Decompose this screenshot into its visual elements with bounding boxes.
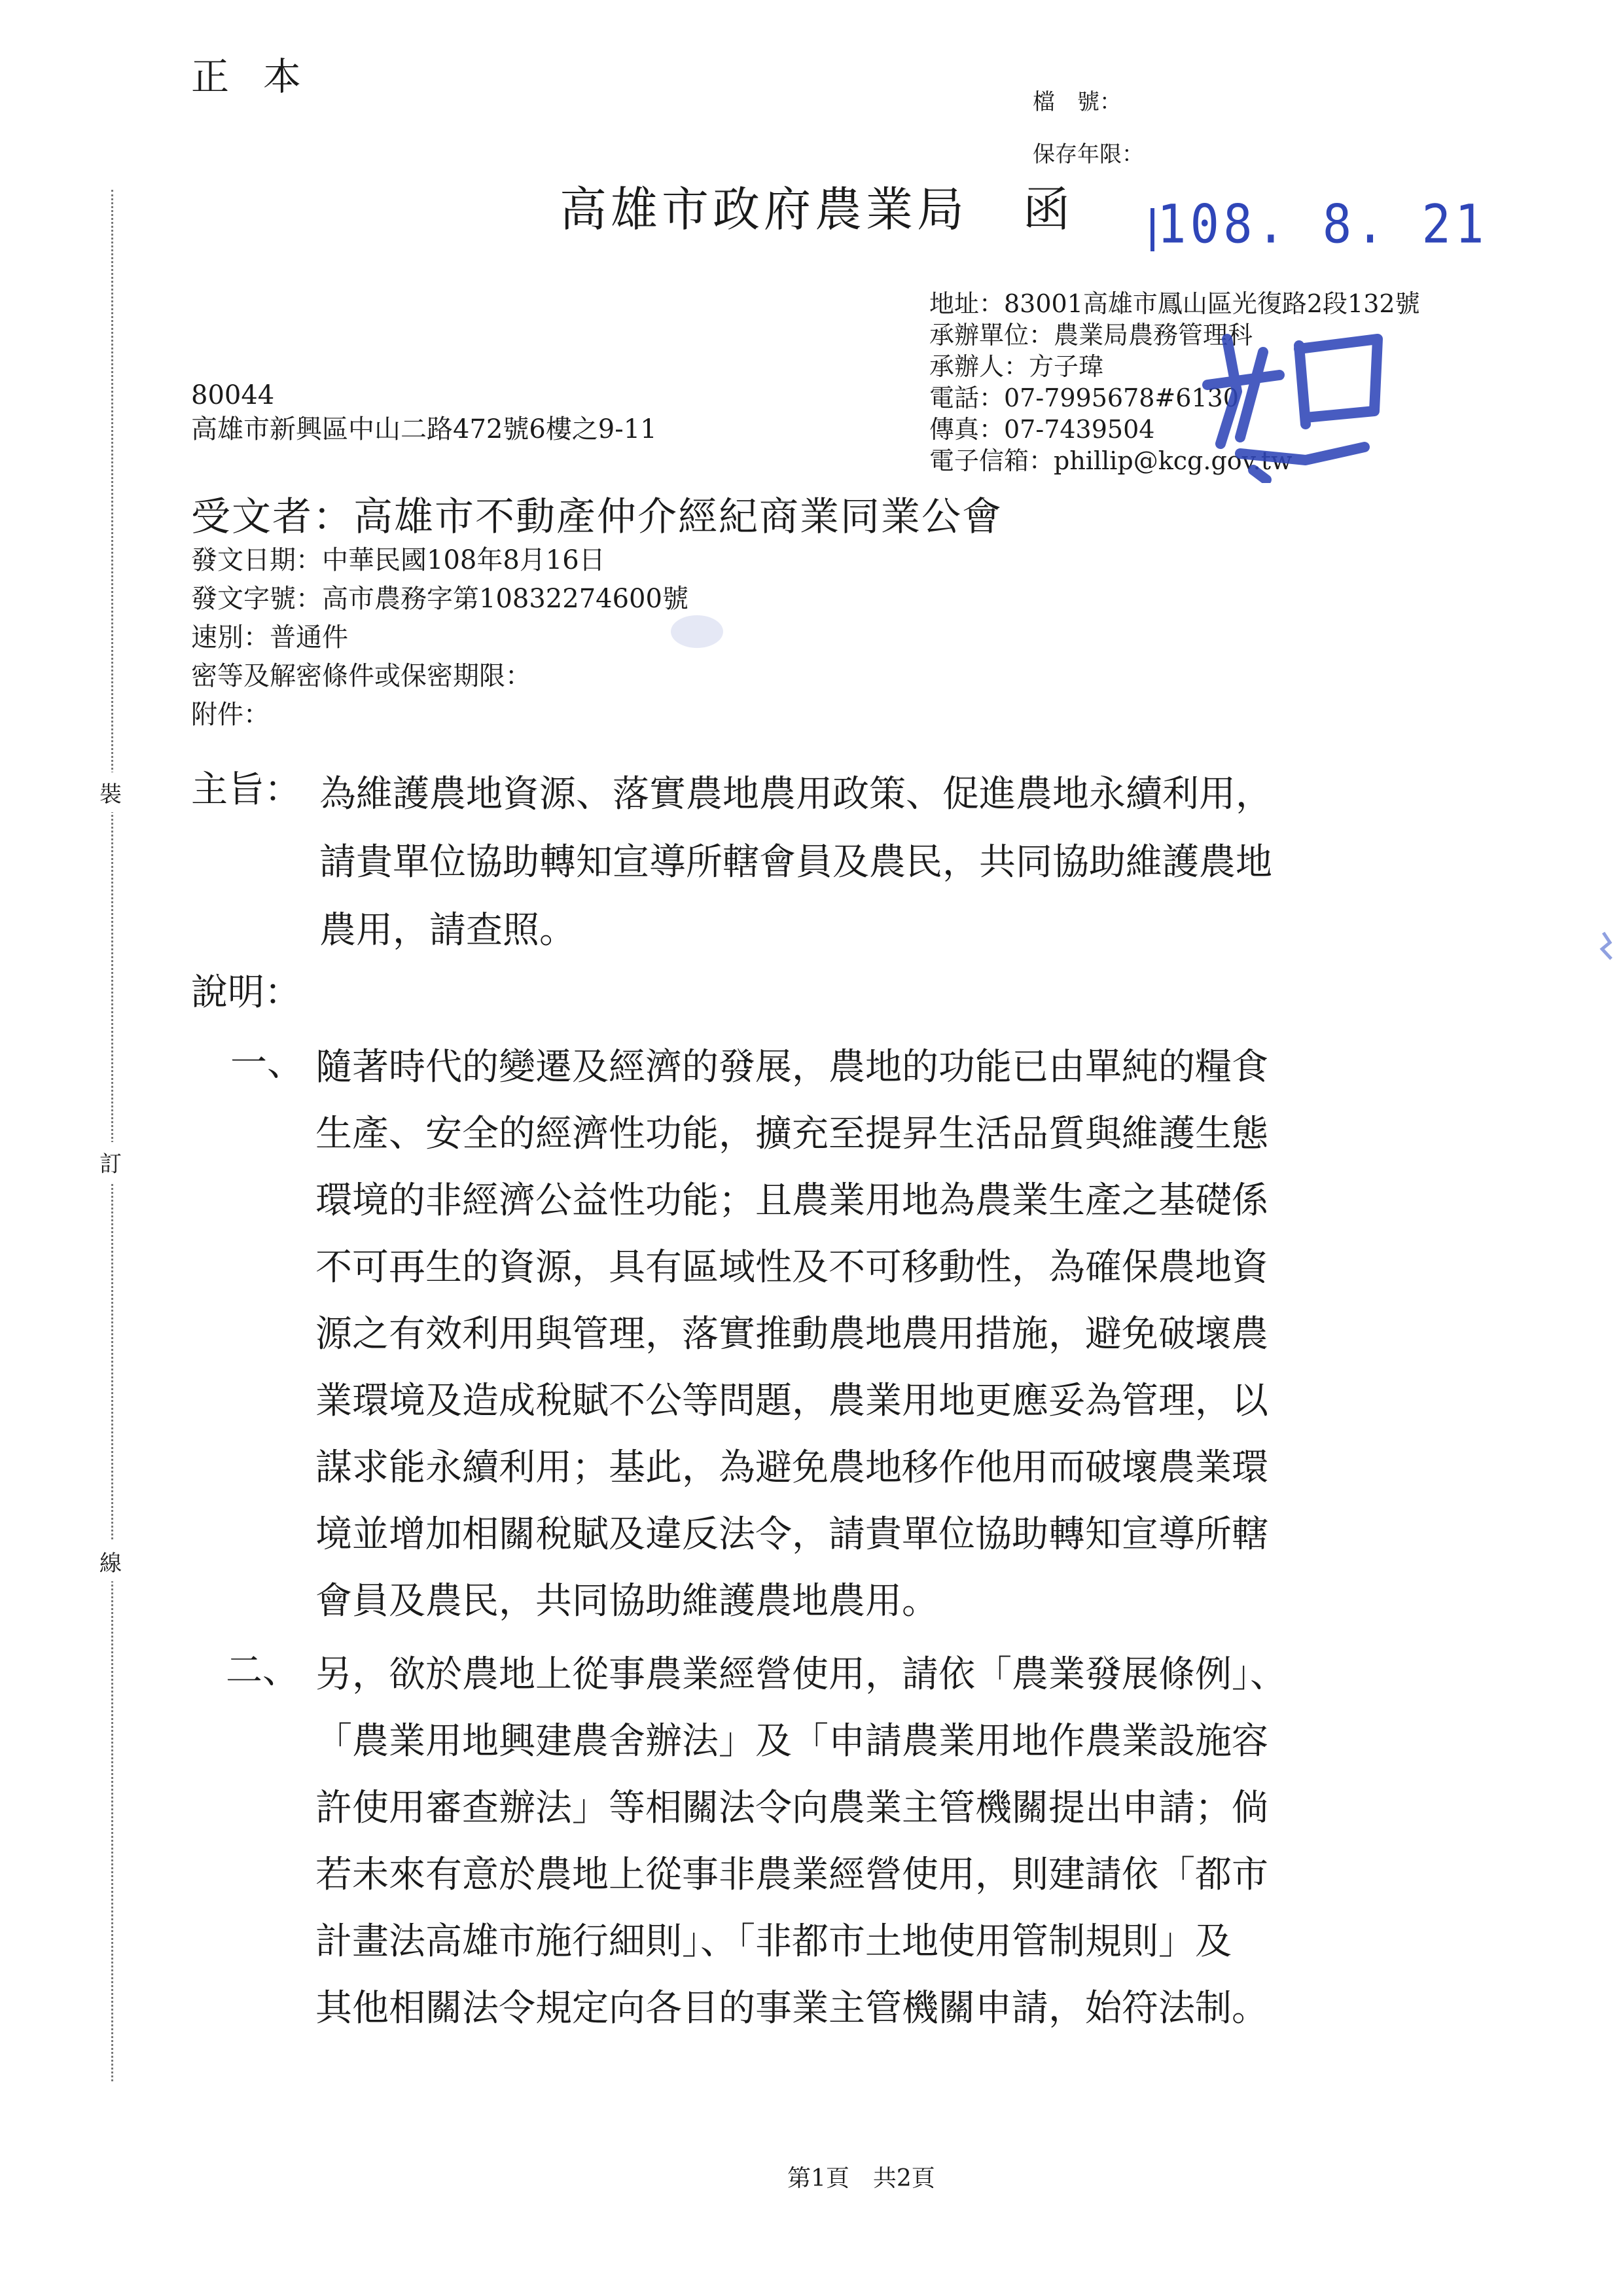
scan-edge-mark	[1597, 929, 1616, 962]
paragraph-line: 業環境及造成稅賦不公等問題，農業用地更應妥為管理，以	[315, 1380, 1268, 1422]
item-number: 一、	[230, 1042, 304, 1085]
received-date-stamp: 108. 8. 21	[1157, 193, 1488, 256]
subject-line: 請貴單位協助轉知宣導所轄會員及農民，共同協助維護農地	[319, 841, 1272, 884]
date-stamp-bar	[1150, 208, 1154, 251]
handling-unit: 承辦單位：農業局農務管理科	[929, 321, 1253, 350]
document-type: 函	[1023, 182, 1071, 237]
paragraph-line: 生產、安全的經濟性功能，擴充至提昇生活品質與維護生態	[315, 1113, 1268, 1155]
document-number: 發文字號：高市農務字第10832274600號	[191, 584, 688, 614]
handling-officer: 承辦人：方子瑋	[929, 352, 1104, 381]
paragraph-line: 會員及農民，共同協助維護農地農用。	[315, 1580, 938, 1623]
paragraph-line: 許使用審查辦法」等相關法令向農業主管機關提出申請；倘	[315, 1787, 1268, 1829]
attachment: 附件：	[191, 700, 270, 730]
subject-line: 為維護農地資源、落實農地農用政策、促進農地永續利用，	[319, 773, 1272, 816]
explanation-item-1	[315, 1034, 1268, 1635]
speed-class: 速別：普通件	[191, 622, 348, 653]
recipient-postal-code: 80044	[191, 380, 275, 410]
issue-date: 發文日期：中華民國108年8月16日	[191, 545, 605, 575]
paragraph-line: 境並增加相關稅賦及違反法令，請貴單位協助轉知宣導所轄	[315, 1513, 1268, 1556]
subject-label: 主旨：	[191, 768, 301, 811]
paragraph-line: 另，欲於農地上從事農業經營使用，請依「農業發展條例」、	[315, 1653, 1287, 1696]
recipient-address: 高雄市新興區中山二路472號6樓之9-11	[191, 414, 657, 444]
retention-period-label: 保存年限：	[1033, 141, 1144, 168]
recipient-address-block	[191, 378, 657, 446]
binding-mark-zhuang: 裝	[99, 772, 122, 812]
subject-line: 農用，請查照。	[319, 909, 576, 952]
paragraph-line: 源之有效利用與管理，落實推動農地農用措施，避免破壞農	[315, 1313, 1268, 1355]
item-number: 二、	[226, 1649, 299, 1692]
sender-phone: 電話：07-7995678#6130	[929, 384, 1239, 412]
paragraph-line: 其他相關法令規定向各目的事業主管機關申請，始符法制。	[315, 1987, 1268, 2030]
paragraph-line: 謀求能永續利用；基此，為避免農地移作他用而破壞農業環	[315, 1446, 1268, 1489]
paragraph-line: 計畫法高雄市施行細則」、「非都市土地使用管制規則」及	[315, 1920, 1232, 1963]
binding-mark-ding: 訂	[99, 1142, 122, 1182]
receiver-line: 受文者：高雄市不動產仲介經紀商業同業公會	[191, 494, 1003, 540]
sender-address: 地址：83001高雄市鳳山區光復路2段132號	[929, 289, 1420, 318]
subject-body	[319, 761, 1272, 965]
paragraph-line: 「農業用地興建農舍辦法」及「申請農業用地作農業設施容	[315, 1720, 1268, 1763]
sender-fax: 傳真：07-7439504	[929, 415, 1155, 444]
binding-line	[111, 190, 113, 2081]
sender-email: 電子信箱：phillip@kcg.gov.tw	[929, 446, 1293, 475]
agency-title: 高雄市政府農業局	[560, 182, 969, 237]
paragraph-line: 環境的非經濟公益性功能；且農業用地為農業生產之基礎係	[315, 1179, 1268, 1222]
explanation-label: 說明：	[191, 971, 301, 1014]
paragraph-line: 隨著時代的變遷及經濟的發展，農地的功能已由單純的糧食	[315, 1046, 1268, 1088]
binding-mark-xian: 線	[99, 1541, 122, 1581]
paragraph-line: 若未來有意於農地上從事非農業經營使用，則建請依「都市	[315, 1854, 1268, 1896]
paragraph-line: 不可再生的資源，具有區域性及不可移動性，為確保農地資	[315, 1246, 1268, 1289]
copy-mark: 正本	[191, 54, 336, 99]
explanation-item-2	[315, 1641, 1287, 2042]
file-number-label: 檔 號：	[1033, 89, 1122, 115]
handwritten-signature-mark	[1201, 313, 1410, 483]
document-meta	[191, 541, 688, 734]
ink-smudge	[668, 609, 726, 655]
secrecy-level: 密等及解密條件或保密期限：	[191, 661, 531, 691]
page-number: 第1頁 共2頁	[787, 2165, 935, 2192]
